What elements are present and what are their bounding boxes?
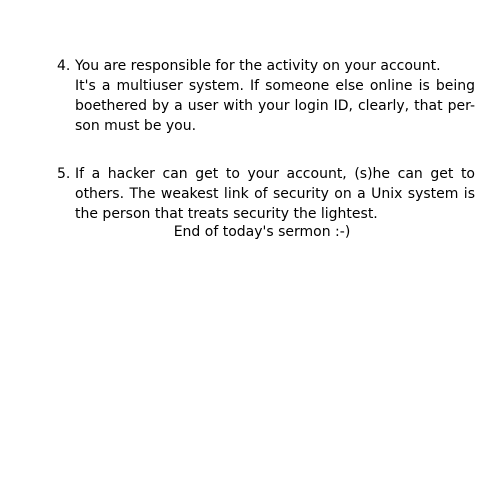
item-line: the person that treats security the lightest. [75, 206, 378, 222]
item-number: 5. [57, 166, 71, 182]
item-line: son must be you. [75, 118, 197, 134]
item-line: others. The weakest link of security on a Unix system is [75, 186, 475, 202]
item-number: 4. [57, 58, 71, 74]
item-body [75, 56, 475, 136]
item-line: boethered by a user with your login ID, clearly, that per- [75, 98, 475, 114]
item-line: It's a multiuser system. If someone else online is being [75, 78, 475, 94]
item-body [75, 164, 475, 224]
list-item-4 [57, 56, 475, 136]
item-line: If a hacker can get to your account, (s)he can get to [75, 166, 475, 182]
list-item-5 [57, 164, 475, 224]
closing-line: End of today's sermon :-) [173, 224, 351, 240]
item-line: You are responsible for the activity on your account. [75, 58, 441, 74]
